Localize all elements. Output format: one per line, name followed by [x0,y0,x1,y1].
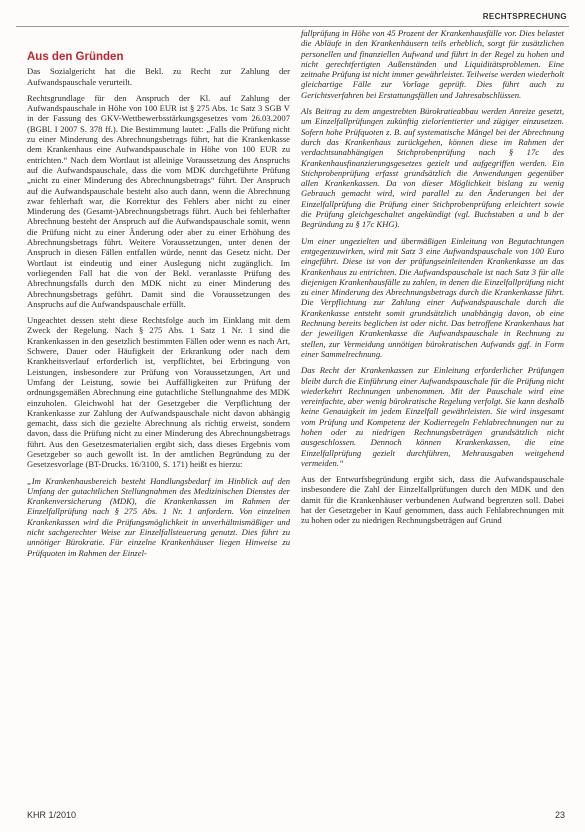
header-rule [16,26,569,27]
quote-paragraph: „Im Krankenhausbereich besteht Handlungsbedarf im Hinblick auf den Umfang der gutachtlichen Stellungnahmen des Medizinischen Dienstes der Krankenversicherung (MDK), die Krankenkassen im Rahmen der Einzelfallprüfung nach § 275 Abs. 1 Nr. 1 anfordern. Von einzelnen Krankenkassen wird die Prüfungsmöglichkeit in unverhältnismäßiger und nicht sachgerechter Weise zur Einzelfallsteuerung genutzt. Dies führt zu unnötiger Bürokratie. Für einzelne Krankenhäuser liegen Hinweise zu Prüfquoten im Rahmen der Einzel- [27,475,290,558]
paragraph: Aus der Entwurfsbegründung ergibt sich, dass die Aufwandspauschale insbesondere die Zahl der Einzelfallprüfungen durch den MDK und den damit für die Krankenhäuser verbundenen Aufwand begrenzen soll. Dabei hat der Gesetzgeber in Kauf genommen, dass auch Fehlabrechnungen mit zu hohen oder zu niedrigen Rechnungsbeträgen auf Grund [301,474,564,526]
quote-paragraph: fallprüfung in Höhe von 45 Prozent der Krankenhausfälle vor. Dies belastet die Abläufe in den Krankenhäusern teils erheblich, sorgt für zusätzlichen personellen und finanziellen Aufwand und führt in der Regel zu hohen und nicht gerechtfertigten Außenständen und Liquiditätsproblemen. Eine zeitnahe Prüfung ist nicht immer gewährleistet. Teilweise werden wiederholt gleichartige Fälle zur Vorlage geprüft. Dies führt auch zu Gerichtsverfahren bei Erstattungsfällen und Jahresabschlüssen. [301,28,564,100]
left-column [27,52,290,564]
paragraph: Rechtsgrundlage für den Anspruch der Kl. auf Zahlung der Aufwandspauschale in Höhe von 100 EUR ist § 275 Abs. 1c Satz 3 SGB V in der Fassung des GKV-Wettbewerbsstärkungsgesetzes vom 26.03.2007 (BGBl. I 2007 S. 378 ff.). Die Bestimmung lautet: „Falls die Prüfung nicht zu einer Minderung des Abrechnungsbetrags führt, hat die Krankenkasse dem Krankenhaus eine Aufwandspauschale in Höhe von 100 EUR zu entrichten.“ Nach dem Wortlaut ist alleinige Voraussetzung des Anspruchs auf die Aufwandspauschale, dass die vom MDK durchgeführte Prüfung „nicht zu einer Minderung des Abrechnungsbetrags“ führt. Der Anspruch auf die Aufwandspauschale besteht also auch dann, wenn die Abrechnung zwar fehlerhaft war, die Korrektur des Fehlers aber nicht zu einer Minderung des (Gesamt-)Abrechnungsbetrags führt. Auch bei fehlerhafter Abrechnung besteht der Anspruch auf die Aufwandspauschale somit, wenn die Prüfung nicht zu einer Änderung oder aber zu einer Erhöhung des Abrechnungsbetrags führt. Weitere Voraussetzungen, unter denen der Anspruch in diesen Fällen entfallen würde, nennt das Gesetz nicht. Der Wortlaut ist eindeutig und einer Auslegung nicht zugänglich. Im vorliegenden Fall hat die von der Bekl. veranlasste Prüfung des Abrechnungsfalls durch den MDK nicht zu einer Minderung des Abrechnungsbetrags geführt. Damit sind die Voraussetzungen des Anspruchs auf die Aufwandspauschale erfüllt. [27,92,290,309]
quote-paragraph: Das Recht der Krankenkassen zur Einleitung erforderlicher Prüfungen bleibt durch die Einführung einer Aufwandspauschale für die Prüfung nicht wiederkehrt Rechnungen unbenommen. Mit der Pauschale wird eine vereinfachte, aber wenig bürokratische Regelung verfolgt. Sie kann deshalb keine Genauigkeit im jedem Einzelfall gewährleisten. Sie wird insgesamt vom Prüfung und Kompetenz der Kodierregeln Fehlabrechnungen nur zu hohen oder zu niedrigen Rechnungsbeträgen grundsätzlich nicht ausgeschlossen. Dennoch können Krankenkassen, die eine Einzelfallprüfung gezielt durchführen, Mehrausgaben weitgehend vermeiden.“ [301,365,564,468]
quote-paragraph: Um einer ungezielten und übermäßigen Einleitung von Begutachtungen entgegenzuwirken, wird mit Satz 3 eine Aufwandspauschale von 100 Euro eingeführt. Diese ist von der prüfungseinleitenden Krankenkasse an das Krankenhaus zu entrichten. Die Aufwandspauschale ist nach Satz 3 für alle diejenigen Krankenhausfälle zu zahlen, in denen die Einzelfallprüfung nicht zu einer Minderung des Abrechnungsbetrags durch die Krankenkasse führt. Die Verpflichtung zur Zahlung einer Aufwandspauschale durch die Krankenkasse entsteht somit grundsätzlich unabhängig davon, ob eine Rechnung bereits beglichen ist oder nicht. Das betroffene Krankenhaus hat der jeweiligen Krankenkasse die Aufwandspauschale in Rechnung zu stellen, zur Vermeidung unnötigen bürokratischen Aufwands ggf. in Form einer Sammelrechnung. [301,235,564,359]
paragraph: Das Sozialgericht hat die Bekl. zu Recht zur Zahlung der Aufwandspauschale verurteilt. [27,66,290,87]
section-label: RECHTSPRECHUNG [482,12,567,21]
page-number: 23 [554,810,565,820]
journal-issue: KHR 1/2010 [27,810,77,820]
section-title: Aus den Gründen [27,51,124,63]
right-column [301,28,564,532]
quote-paragraph: Als Beitrag zu dem angestrebten Bürokratieabbau werden Anreize gesetzt, um Einzelfallprüfungen zukünftig zielorientierter und zügiger einzusetzen. Sofern hohe Prüfquoten z. B. auf systematische Mängel bei der Abrechnung durch das Krankenhaus zurückgehen, können diese im Rahmen der verdachtsunabhängigen Stichprobenprüfung nach § 17c des Krankenhausfinanzierungsgesetzes gezielt und aufgegriffen werden. Ein Stichprobenprüfung erfasst grundsätzlich die Anwendungen gegenüber allen Krankenkassen. Da von dieser Möglichkeit bislang zu wenig Gebrauch gemacht wird, wird parallel zu den Änderungen bei der Einzelfallprüfung die Prüfung einer Stichprobenprüfung erleichtert sowie die Prüfung gleichgeschaltet angekündigt (vgl. Buchstaben a und b der Begründung zu § 17c KHG). [301,106,564,230]
paragraph: Ungeachtet dessen steht diese Rechtsfolge auch im Einklang mit dem Zweck der Regelung. Nach § 275 Abs. 1 Satz 1 Nr. 1 sind die Krankenkassen in den gesetzlich bestimmten Fällen oder wenn es nach Art, Schwere, Dauer oder Häufigkeit der Erkrankung oder nach dem Krankheitsverlauf erforderlich ist, verpflichtet, bei Erbringung von Leistungen, insbesondere zur Prüfung von Voraussetzungen, Art und Umfang der Leistung, sowie bei Auffälligkeiten zur Prüfung der ordnungsgemäßen Abrechnung eine gutachtliche Stellungnahme des MDK einzuholen. Gleichwohl hat der Gesetzgeber die Verpflichtung der Krankenkasse zur Zahlung der Aufwandspauschale nicht davon abhängig gemacht, dass sich die gezielte Abrechnung als richtig erweist, sondern davon, dass die Prüfung nicht zu einer Minderung des Abrechnungsbetrags führt. Aus den Gesetzesmaterialien ergibt sich, dass dieses Ergebnis vom Gesetzgeber so auch gewollt ist. In der amtlichen Begründung zu der Gesetzesvorlage (BT-Drucks. 16/3100, S. 171) heißt es hierzu: [27,315,290,470]
